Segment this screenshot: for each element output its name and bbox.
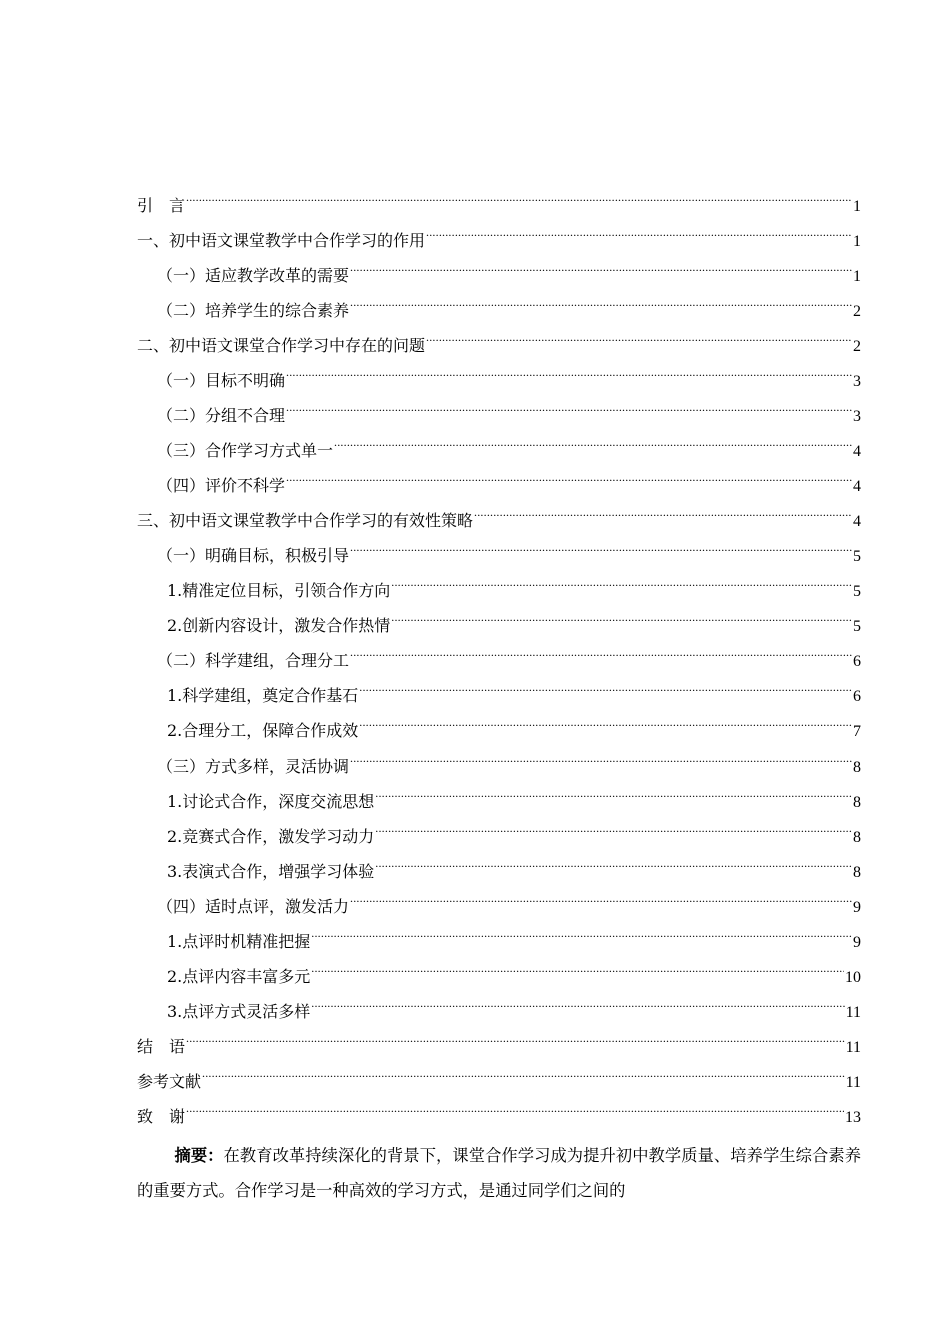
toc-entry-title: 1.点评时机精准把握 (167, 931, 311, 951)
dot-leader (474, 491, 852, 526)
toc-entry-title: （二）培养学生的综合素养 (157, 301, 350, 321)
dot-leader (186, 1017, 845, 1052)
dot-leader (334, 421, 852, 456)
toc-entry-title: （三）合作学习方式单一 (157, 441, 334, 461)
dot-leader (350, 631, 852, 666)
toc-entry-title: 致 谢 (137, 1106, 186, 1126)
abstract-paragraph (137, 1138, 861, 1208)
abstract-label: 摘要： (174, 1146, 224, 1166)
toc-entry-page: 5 (853, 618, 861, 636)
toc-entry-title: （二）分组不合理 (157, 406, 286, 426)
toc-entry-title: 1.科学建组，奠定合作基石 (167, 686, 359, 706)
toc-entry-page: 11 (845, 1003, 861, 1021)
toc-entry-title: 结 语 (137, 1036, 186, 1056)
dot-leader (359, 666, 852, 701)
toc-entry-page: 3 (853, 373, 861, 391)
toc-entry-title: （一）适应教学改革的需要 (157, 266, 350, 286)
dot-leader (375, 807, 852, 842)
toc-entry-page: 13 (845, 1108, 861, 1126)
dot-leader (375, 772, 852, 807)
toc-entry-page: 6 (853, 688, 861, 706)
dot-leader (359, 701, 852, 736)
dot-leader (186, 176, 852, 211)
toc-entry-title: 二、初中语文课堂合作学习中存在的问题 (137, 336, 426, 356)
toc-entry[interactable] (137, 211, 861, 251)
dot-leader (426, 211, 852, 246)
toc-entry-page: 6 (853, 653, 861, 671)
toc-entry-page: 5 (853, 583, 861, 601)
toc-entry-page: 8 (853, 863, 861, 881)
toc-entry[interactable] (137, 1017, 861, 1056)
toc-entry-title: 参考文献 (137, 1071, 202, 1091)
dot-leader (286, 386, 852, 421)
dot-leader (286, 351, 852, 386)
toc-entry-page: 1 (853, 268, 861, 286)
toc-entry-page: 9 (853, 898, 861, 916)
toc-entry-page: 11 (845, 1038, 861, 1056)
toc-entry-page: 1 (853, 198, 861, 215)
toc-entry-title: （一）目标不明确 (157, 371, 286, 391)
dot-leader (426, 316, 852, 351)
dot-leader (391, 596, 852, 631)
dot-leader (350, 737, 852, 772)
toc-entry-page: 4 (853, 478, 861, 496)
toc-entry-page: 8 (853, 793, 861, 811)
toc-entry-title: 2.竞赛式合作，激发学习动力 (167, 826, 375, 846)
dot-leader (202, 1052, 845, 1087)
toc-entry-title: 2.点评内容丰富多元 (167, 966, 311, 986)
toc-entry[interactable] (137, 1052, 861, 1091)
dot-leader (350, 526, 852, 561)
toc-entry[interactable] (137, 176, 861, 215)
toc-entry-page: 1 (853, 233, 861, 251)
toc-entry-title: （三）方式多样，灵活协调 (157, 756, 350, 776)
toc-entry-page: 5 (853, 548, 861, 566)
table-of-contents (137, 176, 861, 1126)
dot-leader (350, 877, 852, 912)
toc-entry-title: 引 言 (137, 196, 186, 215)
toc-entry-title: 3.表演式合作，增强学习体验 (167, 861, 375, 881)
toc-entry-page: 8 (853, 828, 861, 846)
toc-entry-page: 7 (853, 723, 861, 741)
dot-leader (391, 561, 852, 596)
toc-entry-page: 9 (853, 933, 861, 951)
dot-leader (311, 912, 852, 947)
toc-entry-title: （二）科学建组，合理分工 (157, 651, 350, 671)
toc-entry-title: 1.讨论式合作，深度交流思想 (167, 791, 375, 811)
dot-leader (375, 842, 852, 877)
toc-entry-title: 一、初中语文课堂教学中合作学习的作用 (137, 231, 426, 251)
toc-entry-page: 10 (845, 968, 861, 986)
toc-entry-title: （四）适时点评，激发活力 (157, 896, 350, 916)
toc-entry-page: 11 (845, 1073, 861, 1091)
dot-leader (186, 1087, 844, 1122)
dot-leader (311, 982, 844, 1017)
toc-entry-page: 2 (853, 303, 861, 321)
toc-entry-title: 3.点评方式灵活多样 (167, 1001, 311, 1021)
dot-leader (286, 456, 852, 491)
dot-leader (350, 246, 852, 281)
dot-leader (350, 281, 852, 316)
toc-entry-page: 4 (853, 513, 861, 531)
toc-entry-title: 1.精准定位目标，引领合作方向 (167, 581, 391, 601)
toc-entry-title: 2.合理分工，保障合作成效 (167, 721, 359, 741)
toc-entry[interactable] (137, 1087, 861, 1126)
toc-entry-page: 8 (853, 758, 861, 776)
dot-leader (311, 947, 844, 982)
abstract-text: 在教育改革持续深化的背景下，课堂合作学习成为提升初中教学质量、培养学生综合素养的重要方式。合作学习是一种高效的学习方式，是通过同学们之间的 (137, 1146, 861, 1201)
toc-entry-title: （四）评价不科学 (157, 476, 286, 496)
toc-entry-title: （一）明确目标，积极引导 (157, 546, 350, 566)
toc-entry-title: 三、初中语文课堂教学中合作学习的有效性策略 (137, 511, 474, 531)
toc-entry-page: 4 (853, 443, 861, 461)
toc-entry-page: 2 (853, 338, 861, 356)
toc-entry-page: 3 (853, 408, 861, 426)
toc-entry-title: 2.创新内容设计，激发合作热情 (167, 616, 391, 636)
